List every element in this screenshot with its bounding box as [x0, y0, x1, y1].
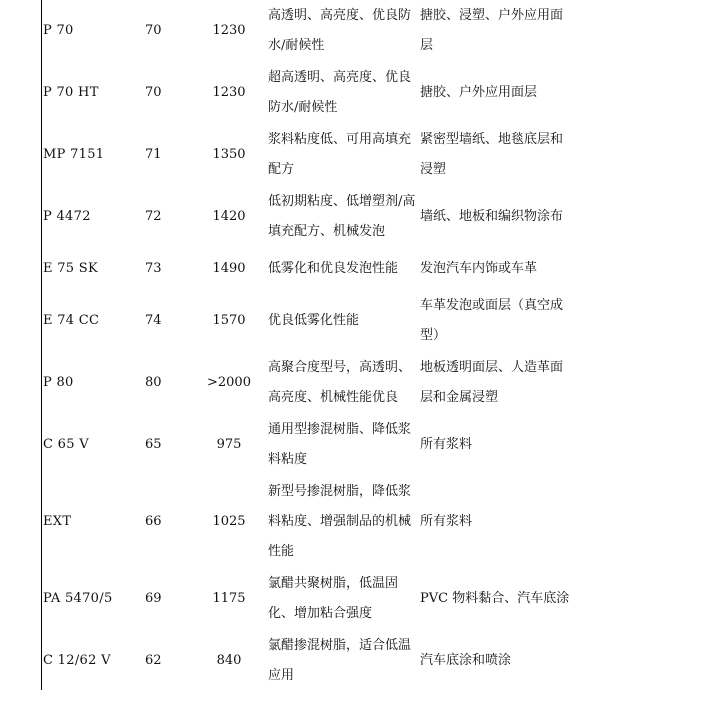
feature-cell: 通用型掺混树脂、降低浆料粘度	[268, 422, 412, 467]
feature-cell: 低雾化和优良发泡性能	[268, 261, 399, 276]
model-cell: P 70 HT	[43, 85, 99, 100]
viscosity-cell: 1350	[212, 147, 246, 162]
application-cell: 所有浆料	[420, 514, 473, 529]
application-cell: 所有浆料	[420, 437, 473, 452]
viscosity-cell: 1420	[212, 209, 246, 224]
application-cell: 汽车底涂和喷涂	[420, 653, 512, 668]
hardness-cell: 70	[145, 23, 162, 38]
hardness-cell: 74	[145, 313, 162, 328]
application-cell: 紧密型墙纸、地毯底层和浸塑	[420, 132, 564, 177]
application-cell: PVC 物料黏合、汽车底涂	[420, 591, 570, 606]
hardness-cell: 73	[145, 261, 162, 276]
model-cell: P 80	[43, 375, 74, 390]
model-cell: C 12/62 V	[43, 653, 111, 668]
viscosity-cell: 975	[216, 437, 242, 452]
resin-grade-table	[42, 0, 572, 692]
hardness-cell: 65	[145, 437, 162, 452]
table-row	[42, 62, 572, 124]
viscosity-cell: 1230	[212, 85, 246, 100]
table-row	[42, 476, 572, 568]
table-row	[42, 568, 572, 630]
feature-cell: 超高透明、高亮度、优良防水/耐候性	[268, 70, 412, 115]
feature-cell: 氯醋共聚树脂，低温固化、增加粘合强度	[268, 576, 399, 621]
model-cell: P 70	[43, 23, 74, 38]
hardness-cell: 71	[145, 147, 162, 162]
hardness-cell: 72	[145, 209, 162, 224]
viscosity-cell: 1025	[212, 514, 246, 529]
model-cell: E 75 SK	[43, 261, 99, 276]
viscosity-cell: >2000	[207, 375, 251, 390]
model-cell: EXT	[43, 514, 72, 529]
hardness-cell: 80	[145, 375, 162, 390]
table-row	[42, 290, 572, 352]
application-cell: 墙纸、地板和编织物涂布	[420, 209, 564, 224]
table-row	[42, 124, 572, 186]
viscosity-cell: 1570	[212, 313, 246, 328]
table-row	[42, 414, 572, 476]
viscosity-cell: 1175	[212, 591, 246, 606]
model-cell: P 4472	[43, 209, 91, 224]
table-row	[42, 186, 572, 248]
table-row	[42, 248, 572, 290]
viscosity-cell: 1490	[212, 261, 246, 276]
feature-cell: 高透明、高亮度、优良防水/耐候性	[268, 8, 412, 53]
model-cell: PA 5470/5	[43, 591, 113, 606]
model-cell: MP 7151	[43, 147, 105, 162]
model-cell: C 65 V	[43, 437, 89, 452]
table-row	[42, 352, 572, 414]
hardness-cell: 66	[145, 514, 162, 529]
hardness-cell: 69	[145, 591, 162, 606]
table-row	[42, 0, 572, 62]
feature-cell: 浆料粘度低、可用高填充配方	[268, 132, 412, 177]
viscosity-cell: 840	[216, 653, 242, 668]
application-cell: 发泡汽车内饰或车革	[420, 261, 538, 276]
feature-cell: 新型号掺混树脂，降低浆料粘度、增强制品的机械性能	[268, 484, 412, 559]
application-cell: 搪胶、浸塑、户外应用面层	[420, 8, 564, 53]
hardness-cell: 62	[145, 653, 162, 668]
feature-cell: 氯醋掺混树脂，适合低温应用	[268, 638, 412, 683]
feature-cell: 优良低雾化性能	[268, 313, 360, 328]
table-row	[42, 630, 572, 692]
viscosity-cell: 1230	[212, 23, 246, 38]
hardness-cell: 70	[145, 85, 162, 100]
application-cell: 车革发泡或面层（真空成型）	[420, 298, 564, 343]
feature-cell: 高聚合度型号，高透明、高亮度、机械性能优良	[268, 360, 412, 405]
model-cell: E 74 CC	[43, 313, 100, 328]
application-cell: 搪胶、户外应用面层	[420, 85, 538, 100]
feature-cell: 低初期粘度、低增塑剂/高填充配方、机械发泡	[268, 194, 416, 239]
application-cell: 地板透明面层、人造革面层和金属浸塑	[420, 360, 564, 405]
